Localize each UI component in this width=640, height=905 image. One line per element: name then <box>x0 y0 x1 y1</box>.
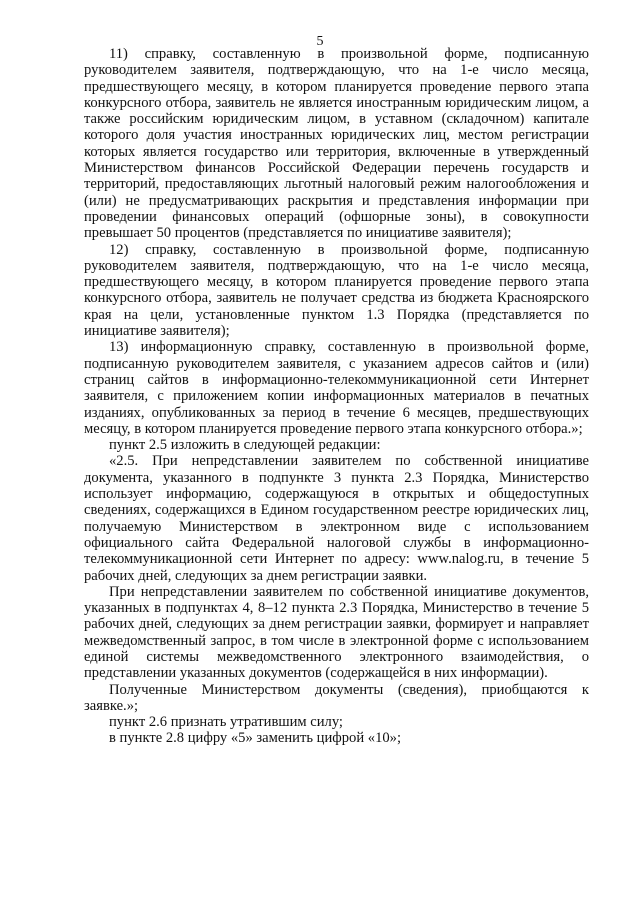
paragraph-amend-2-6: пункт 2.6 признать утратившим силу; <box>109 714 343 731</box>
paragraph-item-11: 11) справку, составленную в произвольной форме, подписанную руководителем заявителя, подтверждающую, что на 1-е число месяца, предшествующего месяцу, в котором планируется проведение первого этапа конкурсного отбора, заявитель не является иностранным юридическим лицом, а также российским юридическим лицом, в уставном (складочном) капитале которого доля участия иностранных юридических лиц, местом регистрации которых является государство или территория, включенные в утвержденный Министерством финансов Российской Федерации перечень государств и территорий, предоставляющих льготный налоговый режим налогообложения и (или) не предусматривающих раскрытия и представления информации при проведении финансовых операций (офшорные зоны), в совокупности превышает 50 процентов (представляется по инициативе заявителя); <box>84 46 589 242</box>
page-number: 5 <box>316 34 324 49</box>
paragraph-amend-2-8: в пункте 2.8 цифру «5» заменить цифрой «10»; <box>109 730 402 747</box>
paragraph-item-13: 13) информационную справку, составленную в произвольной форме, подписанную руководителем заявителя, с указанием адресов сайтов и (или) страниц сайтов в информационно-телекоммуникационной сети Интернет заявителя, с приложением копии информационных материалов в печатных изданиях, опубликованных за период в течение 6 месяцев, предшествующих месяцу, в котором планируется проведение первого этапа конкурсного отбора.»; <box>84 339 589 437</box>
paragraph-amend-2-5-intro: пункт 2.5 изложить в следующей редакции: <box>109 437 381 454</box>
document-body <box>84 46 589 747</box>
paragraph-clause-2-5-third: Полученные Министерством документы (сведения), приобщаются к заявке.»; <box>84 681 589 714</box>
paragraph-item-12: 12) справку, составленную в произвольной форме, подписанную руководителем заявителя, подтверждающую, что на 1-е число месяца, предшествующего месяцу, в котором планируется проведение первого этапа конкурсного отбора, заявитель не получает средства из бюджета Красноярского края на цели, установленные пунктом 1.3 Порядка (представляется по инициативе заявителя); <box>84 241 589 340</box>
paragraph-clause-2-5-second: При непредставлении заявителем по собственной инициативе документов, указанных в подпунктах 4, 8–12 пункта 2.3 Порядка, Министерство в течение 5 рабочих дней, следующих за днем регистрации заявки, формирует и направляет межведомственный запрос, в том числе в электронной форме с использованием единой системы межведомственного электронного взаимодействия, о представлении указанных документов (содержащейся в них информации). <box>84 583 589 682</box>
paragraph-clause-2-5: «2.5. При непредставлении заявителем по собственной инициативе документа, указанного в подпункте 3 пункта 2.3 Порядка, Министерство использует информацию, содержащуюся в открытых и общедоступных сведениях, содержащихся в Едином государственном реестре юридических лиц, получаемую Министерством в электронном виде с использованием официального сайта Федеральной налоговой службы в информационно-телекоммуникационной сети Интернет по адресу: www.nalog.ru, в течение 5 рабочих дней, следующих за днем регистрации заявки. <box>84 453 589 584</box>
